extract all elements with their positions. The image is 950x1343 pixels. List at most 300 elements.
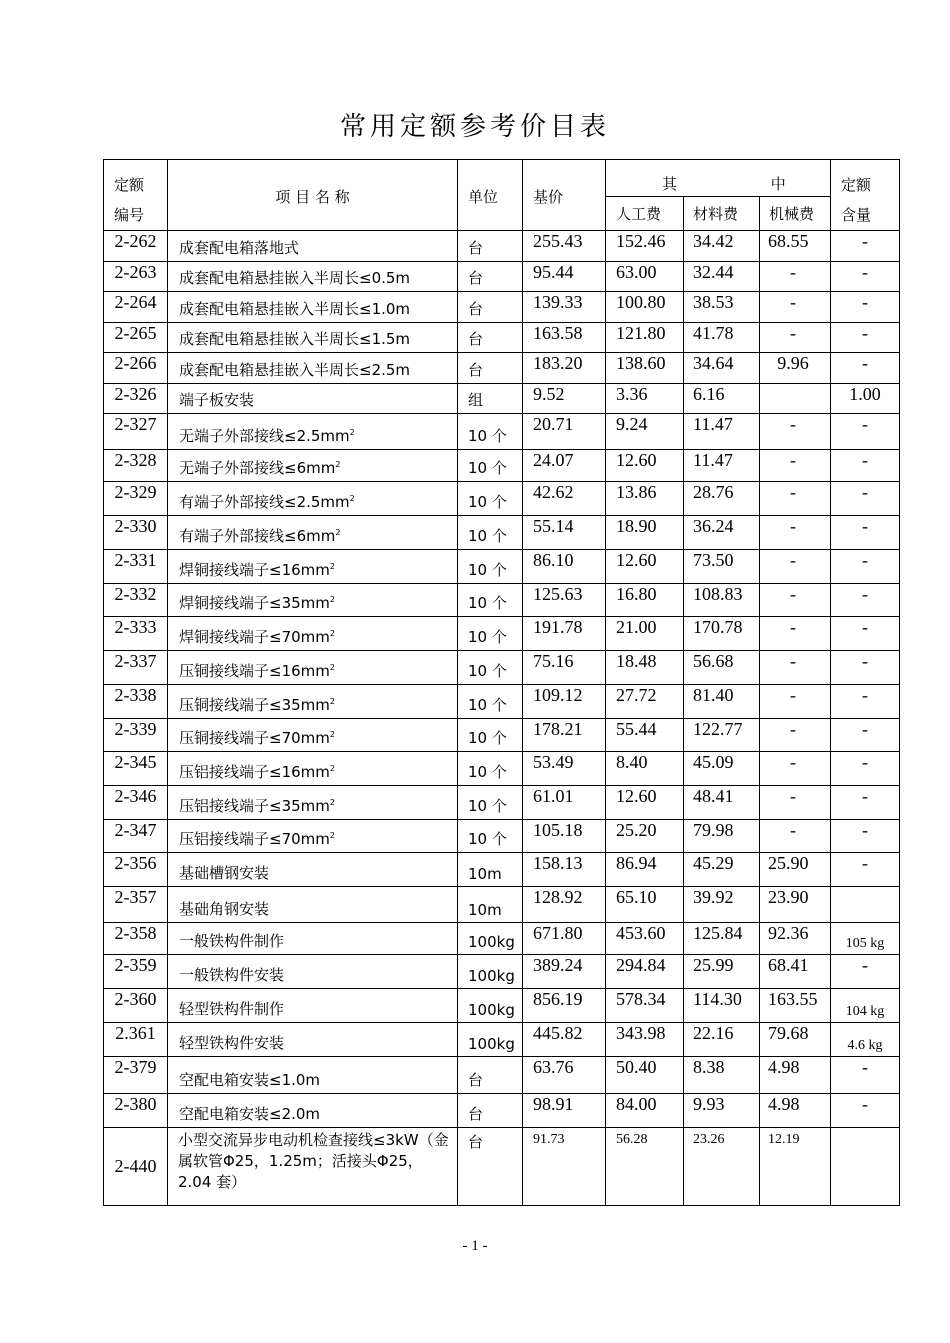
row-name [168, 550, 458, 584]
row-base-price: 856.19 [523, 989, 606, 1023]
row-unit: 台 [458, 292, 523, 323]
row-base-price: 24.07 [523, 450, 606, 482]
header-material: 材料费 [684, 196, 760, 230]
row-labor: 65.10 [606, 887, 684, 923]
page-number: - 1 - [462, 1238, 488, 1254]
row-name-text: 无端子外部接线≤6mm [179, 459, 336, 477]
row-content: - [831, 719, 900, 752]
row-code: 2-345 [104, 752, 168, 786]
row-material: 6.16 [684, 384, 760, 414]
row-base-price: 125.63 [523, 584, 606, 617]
superscript: 2 [329, 764, 335, 773]
row-labor: 121.80 [606, 323, 684, 353]
row-labor: 12.60 [606, 786, 684, 820]
row-labor: 100.80 [606, 292, 684, 323]
row-unit: 10 个 [458, 482, 523, 516]
table-row [104, 651, 900, 685]
row-name [168, 923, 458, 955]
row-content: - [831, 685, 900, 719]
row-machine: 4.98 [760, 1094, 831, 1128]
row-code: 2-266 [104, 353, 168, 384]
row-content: - [831, 752, 900, 786]
row-name [168, 853, 458, 887]
row-base-price: 163.58 [523, 323, 606, 353]
row-material: 79.98 [684, 820, 760, 853]
row-name [168, 786, 458, 820]
row-base-price: 53.49 [523, 752, 606, 786]
row-unit: 10 个 [458, 820, 523, 853]
row-name [168, 516, 458, 550]
superscript: 2 [335, 528, 341, 537]
row-labor: 86.94 [606, 853, 684, 887]
row-unit: 10m [458, 853, 523, 887]
row-base-price: 86.10 [523, 550, 606, 584]
row-name-text: 成套配电箱悬挂嵌入半周长≤2.5m [179, 361, 411, 379]
table-row [104, 1023, 900, 1057]
row-name-text: 压铜接线端子≤35mm [179, 696, 330, 714]
row-name-text: 空配电箱安装≤2.0m [179, 1105, 321, 1123]
row-name-text: 基础角钢安装 [179, 900, 270, 918]
row-labor: 3.36 [606, 384, 684, 414]
row-name-text: 基础槽钢安装 [179, 864, 270, 882]
row-unit: 10 个 [458, 786, 523, 820]
row-machine: - [760, 719, 831, 752]
row-base-price: 9.52 [523, 384, 606, 414]
page-title: 常用定额参考价目表 [339, 112, 610, 142]
row-name-text: 一般铁构件制作 [179, 932, 285, 950]
row-name [168, 1057, 458, 1094]
header-content-line1: 定额 [841, 176, 872, 194]
table-row [104, 323, 900, 353]
row-code: 2-440 [104, 1128, 168, 1206]
row-name-text: 压铜接线端子≤16mm [179, 662, 330, 680]
row-material: 9.93 [684, 1094, 760, 1128]
row-base-price: 389.24 [523, 955, 606, 989]
row-machine: 163.55 [760, 989, 831, 1023]
row-material: 81.40 [684, 685, 760, 719]
row-code: 2-330 [104, 516, 168, 550]
row-content: - [831, 955, 900, 989]
row-content: 4.6 kg [831, 1023, 900, 1057]
row-name-text: 一般铁构件安装 [179, 966, 285, 984]
row-name-text: 压铝接线端子≤70mm [179, 830, 330, 848]
table-row [104, 786, 900, 820]
table-row [104, 482, 900, 516]
table-row [104, 353, 900, 384]
row-material: 45.29 [684, 853, 760, 887]
superscript: 2 [329, 697, 335, 706]
header-code-line1: 定额 [114, 176, 145, 194]
row-labor: 343.98 [606, 1023, 684, 1057]
row-unit: 10 个 [458, 450, 523, 482]
row-code: 2-380 [104, 1094, 168, 1128]
row-content [831, 887, 900, 923]
row-name-text: 焊铜接线端子≤35mm [179, 594, 330, 612]
row-base-price: 183.20 [523, 353, 606, 384]
row-name [168, 384, 458, 414]
header-content-line2: 含量 [841, 206, 872, 224]
row-base-price: 178.21 [523, 719, 606, 752]
superscript: 2 [335, 460, 341, 469]
header-of-which-left: 其 [662, 174, 678, 193]
row-machine: - [760, 262, 831, 292]
row-material: 122.77 [684, 719, 760, 752]
row-labor: 56.28 [606, 1128, 684, 1206]
table-row [104, 516, 900, 550]
row-labor: 12.60 [606, 550, 684, 584]
row-content: - [831, 1057, 900, 1094]
row-machine: 79.68 [760, 1023, 831, 1057]
row-material: 48.41 [684, 786, 760, 820]
row-material: 22.16 [684, 1023, 760, 1057]
row-name [168, 414, 458, 450]
row-name [168, 292, 458, 323]
row-name [168, 1128, 458, 1206]
superscript: 2 [349, 494, 355, 503]
superscript: 2 [329, 595, 335, 604]
row-content: - [831, 450, 900, 482]
row-labor: 16.80 [606, 584, 684, 617]
row-content [831, 1128, 900, 1206]
table-row [104, 887, 900, 923]
row-base-price: 63.76 [523, 1057, 606, 1094]
row-machine: - [760, 584, 831, 617]
row-code: 2-379 [104, 1057, 168, 1094]
row-machine: - [760, 786, 831, 820]
superscript: 2 [349, 428, 355, 437]
row-base-price: 75.16 [523, 651, 606, 685]
row-labor: 63.00 [606, 262, 684, 292]
row-code: 2.361 [104, 1023, 168, 1057]
row-unit: 10 个 [458, 685, 523, 719]
row-material: 41.78 [684, 323, 760, 353]
row-name-text: 小型交流异步电动机检查接线≤3kW（金属软管Φ25，1.25m；活接头Φ25，2.04 套） [178, 1131, 449, 1191]
row-base-price: 55.14 [523, 516, 606, 550]
row-code: 2-263 [104, 262, 168, 292]
row-base-price: 158.13 [523, 853, 606, 887]
row-code: 2-359 [104, 955, 168, 989]
row-machine: - [760, 450, 831, 482]
table-row [104, 1128, 900, 1206]
row-machine: 12.19 [760, 1128, 831, 1206]
row-content: - [831, 617, 900, 651]
row-code: 2-333 [104, 617, 168, 651]
table-row [104, 262, 900, 292]
row-labor: 13.86 [606, 482, 684, 516]
row-material: 28.76 [684, 482, 760, 516]
row-code: 2-328 [104, 450, 168, 482]
row-name-text: 焊铜接线端子≤70mm [179, 628, 330, 646]
row-name-text: 轻型铁构件制作 [179, 1000, 285, 1018]
row-machine: 92.36 [760, 923, 831, 955]
row-content: - [831, 820, 900, 853]
row-labor: 12.60 [606, 450, 684, 482]
row-base-price: 139.33 [523, 292, 606, 323]
row-machine: - [760, 651, 831, 685]
row-material: 45.09 [684, 752, 760, 786]
header-labor: 人工费 [606, 196, 684, 230]
row-name-text: 无端子外部接线≤2.5mm [179, 427, 350, 445]
row-machine: - [760, 414, 831, 450]
row-content: - [831, 414, 900, 450]
row-base-price: 105.18 [523, 820, 606, 853]
row-labor: 21.00 [606, 617, 684, 651]
table-row [104, 1057, 900, 1094]
row-material: 170.78 [684, 617, 760, 651]
row-labor: 138.60 [606, 353, 684, 384]
row-base-price: 42.62 [523, 482, 606, 516]
table-row [104, 1094, 900, 1128]
row-base-price: 191.78 [523, 617, 606, 651]
row-name [168, 353, 458, 384]
superscript: 2 [329, 663, 335, 672]
row-unit: 100kg [458, 989, 523, 1023]
row-unit: 10 个 [458, 651, 523, 685]
row-material: 125.84 [684, 923, 760, 955]
table-row [104, 752, 900, 786]
row-name [168, 617, 458, 651]
row-name-text: 有端子外部接线≤6mm [179, 527, 336, 545]
table-row [104, 617, 900, 651]
table-row [104, 550, 900, 584]
row-unit: 10 个 [458, 752, 523, 786]
row-name [168, 262, 458, 292]
row-content: 105 kg [831, 923, 900, 955]
row-code: 2-326 [104, 384, 168, 414]
row-unit: 台 [458, 1094, 523, 1128]
row-content: 104 kg [831, 989, 900, 1023]
row-labor: 9.24 [606, 414, 684, 450]
header-code [104, 160, 168, 231]
superscript: 2 [329, 831, 335, 840]
row-content: - [831, 1094, 900, 1128]
row-labor: 453.60 [606, 923, 684, 955]
row-material: 34.42 [684, 231, 760, 262]
row-labor: 294.84 [606, 955, 684, 989]
superscript: 2 [329, 730, 335, 739]
row-machine: - [760, 516, 831, 550]
row-material: 56.68 [684, 651, 760, 685]
row-name [168, 820, 458, 853]
row-content: - [831, 853, 900, 887]
row-code: 2-346 [104, 786, 168, 820]
row-labor: 18.48 [606, 651, 684, 685]
table-row [104, 384, 900, 414]
row-name [168, 1094, 458, 1128]
header-code-line2: 编号 [114, 206, 145, 224]
row-material: 38.53 [684, 292, 760, 323]
price-table [103, 159, 900, 1206]
row-machine: - [760, 685, 831, 719]
row-labor: 55.44 [606, 719, 684, 752]
row-labor: 578.34 [606, 989, 684, 1023]
row-base-price: 61.01 [523, 786, 606, 820]
row-unit: 10 个 [458, 719, 523, 752]
row-code: 2-357 [104, 887, 168, 923]
table-row [104, 450, 900, 482]
row-labor: 152.46 [606, 231, 684, 262]
row-machine: - [760, 292, 831, 323]
row-machine: - [760, 482, 831, 516]
row-code: 2-360 [104, 989, 168, 1023]
row-name [168, 482, 458, 516]
row-name [168, 651, 458, 685]
row-name-text: 成套配电箱悬挂嵌入半周长≤1.0m [179, 300, 411, 318]
row-machine: 25.90 [760, 853, 831, 887]
row-base-price: 98.91 [523, 1094, 606, 1128]
header-content [831, 160, 900, 231]
row-content: - [831, 516, 900, 550]
row-code: 2-265 [104, 323, 168, 353]
row-content: - [831, 584, 900, 617]
row-machine: - [760, 820, 831, 853]
row-code: 2-329 [104, 482, 168, 516]
row-code: 2-262 [104, 231, 168, 262]
table-row [104, 989, 900, 1023]
row-unit: 10 个 [458, 414, 523, 450]
row-machine [760, 384, 831, 414]
row-content: - [831, 353, 900, 384]
row-unit: 台 [458, 353, 523, 384]
row-machine: - [760, 752, 831, 786]
row-base-price: 671.80 [523, 923, 606, 955]
row-name-text: 轻型铁构件安装 [179, 1034, 285, 1052]
row-name-text: 焊铜接线端子≤16mm [179, 561, 330, 579]
row-name [168, 989, 458, 1023]
row-unit: 10 个 [458, 550, 523, 584]
row-labor: 50.40 [606, 1057, 684, 1094]
row-name-text: 端子板安装 [179, 391, 255, 409]
row-name [168, 1023, 458, 1057]
superscript: 2 [329, 629, 335, 638]
row-content: - [831, 323, 900, 353]
row-machine: - [760, 550, 831, 584]
row-code: 2-327 [104, 414, 168, 450]
row-material: 39.92 [684, 887, 760, 923]
row-material: 73.50 [684, 550, 760, 584]
row-unit: 台 [458, 1057, 523, 1094]
header-machine: 机械费 [760, 196, 831, 230]
row-content: - [831, 550, 900, 584]
row-name-text: 压铝接线端子≤16mm [179, 763, 330, 781]
row-unit: 台 [458, 323, 523, 353]
row-labor: 8.40 [606, 752, 684, 786]
row-content: - [831, 786, 900, 820]
row-machine: 23.90 [760, 887, 831, 923]
row-name-text: 成套配电箱悬挂嵌入半周长≤1.5m [179, 330, 411, 348]
row-unit: 台 [458, 231, 523, 262]
row-material: 114.30 [684, 989, 760, 1023]
table-row [104, 820, 900, 853]
row-base-price: 109.12 [523, 685, 606, 719]
table-row [104, 719, 900, 752]
row-material: 36.24 [684, 516, 760, 550]
row-machine: - [760, 617, 831, 651]
superscript: 2 [329, 562, 335, 571]
row-base-price: 95.44 [523, 262, 606, 292]
row-base-price: 128.92 [523, 887, 606, 923]
row-material: 25.99 [684, 955, 760, 989]
row-name-text: 成套配电箱落地式 [179, 239, 300, 257]
table-row [104, 923, 900, 955]
row-name [168, 752, 458, 786]
row-material: 11.47 [684, 450, 760, 482]
row-base-price: 255.43 [523, 231, 606, 262]
row-material: 32.44 [684, 262, 760, 292]
header-of-which-right: 中 [770, 174, 786, 193]
table-row [104, 292, 900, 323]
row-machine: - [760, 323, 831, 353]
row-unit: 10m [458, 887, 523, 923]
row-name-text: 压铝接线端子≤35mm [179, 797, 330, 815]
row-content: - [831, 482, 900, 516]
row-name [168, 719, 458, 752]
row-unit: 10 个 [458, 584, 523, 617]
row-machine: 9.96 [760, 353, 831, 384]
row-name [168, 955, 458, 989]
row-material: 11.47 [684, 414, 760, 450]
row-code: 2-356 [104, 853, 168, 887]
row-content: - [831, 651, 900, 685]
row-unit: 10 个 [458, 617, 523, 651]
row-unit: 组 [458, 384, 523, 414]
row-labor: 84.00 [606, 1094, 684, 1128]
header-name: 项 目 名 称 [168, 160, 458, 231]
row-content: - [831, 292, 900, 323]
row-material: 34.64 [684, 353, 760, 384]
row-name [168, 685, 458, 719]
row-machine: 4.98 [760, 1057, 831, 1094]
row-code: 2-331 [104, 550, 168, 584]
row-name [168, 450, 458, 482]
row-code: 2-338 [104, 685, 168, 719]
row-unit: 台 [458, 262, 523, 292]
header-base-price: 基价 [523, 160, 606, 231]
row-material: 8.38 [684, 1057, 760, 1094]
row-name-text: 空配电箱安装≤1.0m [179, 1071, 321, 1089]
superscript: 2 [329, 798, 335, 807]
row-code: 2-339 [104, 719, 168, 752]
row-code: 2-347 [104, 820, 168, 853]
row-name-text: 压铜接线端子≤70mm [179, 729, 330, 747]
row-unit: 100kg [458, 1023, 523, 1057]
row-base-price: 91.73 [523, 1128, 606, 1206]
row-name [168, 231, 458, 262]
row-content: 1.00 [831, 384, 900, 414]
table-row [104, 955, 900, 989]
row-base-price: 445.82 [523, 1023, 606, 1057]
row-name [168, 584, 458, 617]
row-unit: 台 [458, 1128, 523, 1206]
row-unit: 100kg [458, 923, 523, 955]
table-row [104, 414, 900, 450]
row-base-price: 20.71 [523, 414, 606, 450]
row-material: 23.26 [684, 1128, 760, 1206]
row-content: - [831, 262, 900, 292]
table-row [104, 853, 900, 887]
row-name [168, 323, 458, 353]
row-machine: 68.55 [760, 231, 831, 262]
row-labor: 25.20 [606, 820, 684, 853]
row-machine: 68.41 [760, 955, 831, 989]
table-row [104, 685, 900, 719]
row-unit: 100kg [458, 955, 523, 989]
header-unit: 单位 [458, 160, 523, 231]
row-unit: 10 个 [458, 516, 523, 550]
row-name [168, 887, 458, 923]
row-code: 2-332 [104, 584, 168, 617]
table-row [104, 584, 900, 617]
